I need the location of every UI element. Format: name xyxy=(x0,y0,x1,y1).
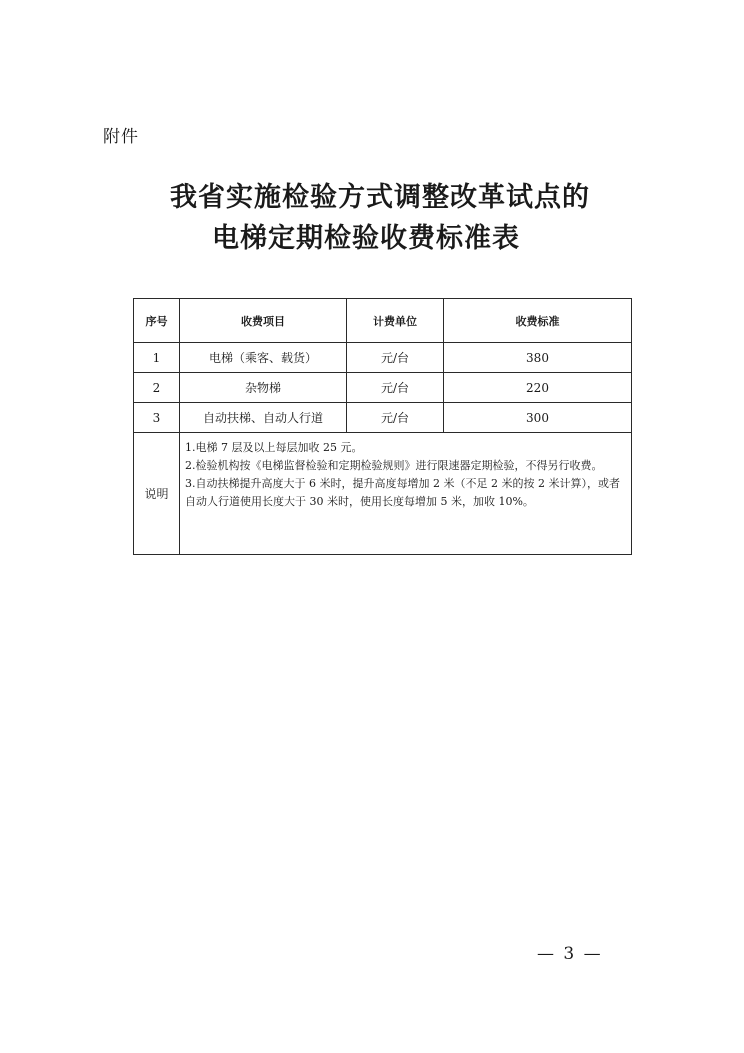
cell-unit: 元/台 xyxy=(347,373,444,403)
cell-serial: 2 xyxy=(134,373,180,403)
header-standard: 收费标准 xyxy=(444,299,632,343)
cell-item: 电梯（乘客、载货） xyxy=(180,343,347,373)
header-unit: 计费单位 xyxy=(347,299,444,343)
cell-standard: 220 xyxy=(444,373,632,403)
cell-serial: 3 xyxy=(134,403,180,433)
cell-unit: 元/台 xyxy=(347,343,444,373)
note-item: 2.检验机构按《电梯监督检验和定期检验规则》进行限速器定期检验，不得另行收费。 xyxy=(185,459,603,472)
document-title-line-2: 电梯定期检验收费标准表 xyxy=(212,223,520,254)
attachment-label: 附件 xyxy=(103,127,139,147)
cell-serial: 1 xyxy=(134,343,180,373)
note-item: 1.电梯 7 层及以上每层加收 25 元。 xyxy=(185,441,363,454)
document-title-line-1: 我省实施检验方式调整改革试点的 xyxy=(170,182,590,213)
table-row xyxy=(134,403,632,433)
header-item: 收费项目 xyxy=(180,299,347,343)
table-header-row xyxy=(134,299,632,343)
cell-standard: 300 xyxy=(444,403,632,433)
page-number: — 3 — xyxy=(537,944,603,964)
cell-item: 杂物梯 xyxy=(180,373,347,403)
header-serial: 序号 xyxy=(134,299,180,343)
notes-cell xyxy=(180,433,632,555)
note-item: 3.自动扶梯提升高度大于 6 米时，提升高度每增加 2 米（不足 2 米的按 2 米计算），或者自动人行道使用长度大于 30 米时，使用长度每增加 5 米，加收 10%。 xyxy=(185,477,620,508)
table-row xyxy=(134,373,632,403)
notes-row xyxy=(134,433,632,555)
table-row xyxy=(134,343,632,373)
fee-standard-table xyxy=(133,298,632,555)
notes-label: 说明 xyxy=(134,433,180,555)
cell-standard: 380 xyxy=(444,343,632,373)
cell-item: 自动扶梯、自动人行道 xyxy=(180,403,347,433)
cell-unit: 元/台 xyxy=(347,403,444,433)
